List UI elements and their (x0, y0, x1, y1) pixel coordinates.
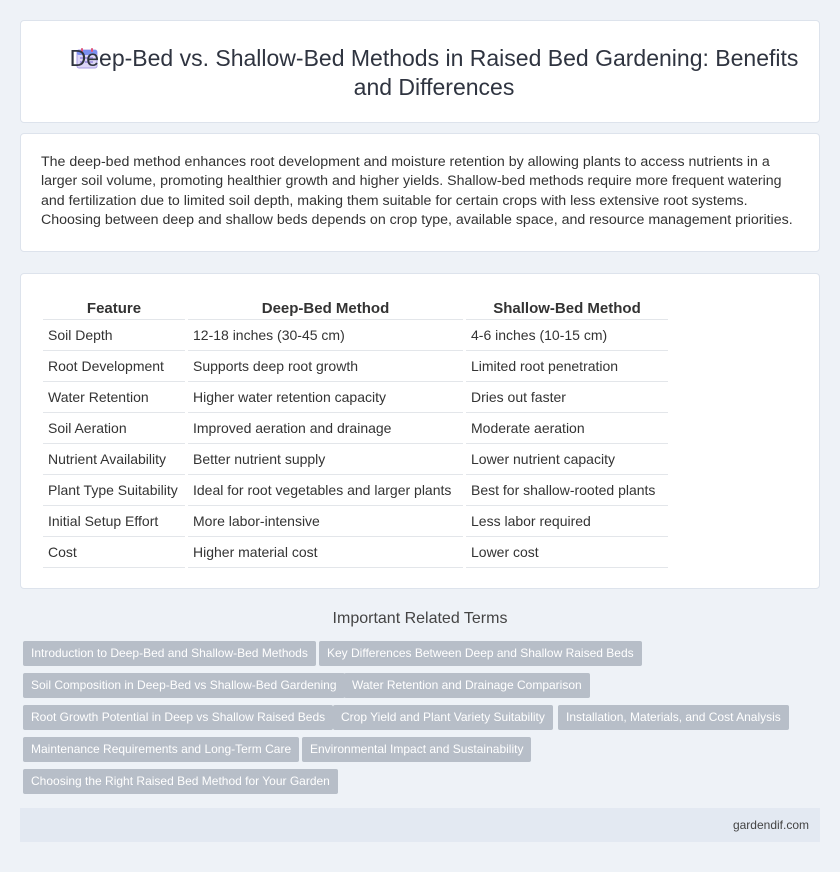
table-cell: Moderate aeration (466, 413, 668, 444)
related-term-tag[interactable]: Root Growth Potential in Deep vs Shallow Raised Beds (23, 705, 333, 730)
table-cell: Higher water retention capacity (188, 382, 463, 413)
related-term-tag[interactable]: Key Differences Between Deep and Shallow Raised Beds (319, 641, 642, 666)
table-row (43, 506, 668, 537)
table-cell: Lower nutrient capacity (466, 444, 668, 475)
related-term-tag[interactable]: Environmental Impact and Sustainability (302, 737, 531, 762)
table-cell: Limited root penetration (466, 351, 668, 382)
table-cell: Root Development (43, 351, 185, 382)
related-term-tag[interactable]: Soil Composition in Deep-Bed vs Shallow-Bed Gardening (23, 673, 345, 698)
table-cell: Dries out faster (466, 382, 668, 413)
related-term-tag[interactable]: Crop Yield and Plant Variety Suitability (333, 705, 553, 730)
header-card (20, 20, 820, 123)
table-cell: 12-18 inches (30-45 cm) (188, 320, 463, 351)
table-row (43, 444, 668, 475)
table-cell: Water Retention (43, 382, 185, 413)
table-cell: 4-6 inches (10-15 cm) (466, 320, 668, 351)
table-header-row (43, 294, 668, 320)
table-cell: Ideal for root vegetables and larger plants (188, 475, 463, 506)
table-cell: Nutrient Availability (43, 444, 185, 475)
table-header-shallow-bed: Shallow-Bed Method (466, 294, 668, 320)
table-cell: Best for shallow-rooted plants (466, 475, 668, 506)
table-cell: Initial Setup Effort (43, 506, 185, 537)
related-term-tag[interactable]: Introduction to Deep-Bed and Shallow-Bed Methods (23, 641, 316, 666)
table-row (43, 382, 668, 413)
table-row (43, 475, 668, 506)
table-row (43, 537, 668, 568)
table-cell: Improved aeration and drainage (188, 413, 463, 444)
comparison-table (43, 294, 668, 568)
related-term-tag[interactable]: Choosing the Right Raised Bed Method for Your Garden (23, 769, 338, 794)
table-cell: More labor-intensive (188, 506, 463, 537)
table-cell: Soil Depth (43, 320, 185, 351)
table-cell: Supports deep root growth (188, 351, 463, 382)
related-term-tag[interactable]: Water Retention and Drainage Comparison (344, 673, 590, 698)
table-header-deep-bed: Deep-Bed Method (188, 294, 463, 320)
footer-site-name[interactable]: gardendif.com (732, 818, 809, 832)
table-row (43, 351, 668, 382)
related-terms-title: Important Related Terms (332, 610, 508, 627)
related-term-tag[interactable]: Installation, Materials, and Cost Analysis (558, 705, 789, 730)
footer (20, 808, 820, 842)
table-cell: Lower cost (466, 537, 668, 568)
table-cell: Cost (43, 537, 185, 568)
table-row (43, 413, 668, 444)
page-title: Deep-Bed vs. Shallow-Bed Methods in Raised Bed Gardening: Benefits and Differences (69, 45, 799, 100)
intro-paragraph: The deep-bed method enhances root development and moisture retention by allowing plants to access nutrients in a larger soil volume, promoting healthier growth and higher yields. Shallow-bed methods require more frequent watering and fertilization due to limited soil depth, making them suitable for certain crops with less extensive root systems. Choosing between deep and shallow beds depends on crop type, available space, and resource management priorities. (41, 154, 793, 228)
related-term-tag[interactable]: Maintenance Requirements and Long-Term Care (23, 737, 299, 762)
table-header-feature: Feature (43, 294, 185, 320)
table-cell: Better nutrient supply (188, 444, 463, 475)
table-cell: Soil Aeration (43, 413, 185, 444)
intro-card (20, 133, 820, 252)
comparison-table-card (20, 273, 820, 589)
table-cell: Higher material cost (188, 537, 463, 568)
table-cell: Plant Type Suitability (43, 475, 185, 506)
table-cell: Less labor required (466, 506, 668, 537)
table-row (43, 320, 668, 351)
